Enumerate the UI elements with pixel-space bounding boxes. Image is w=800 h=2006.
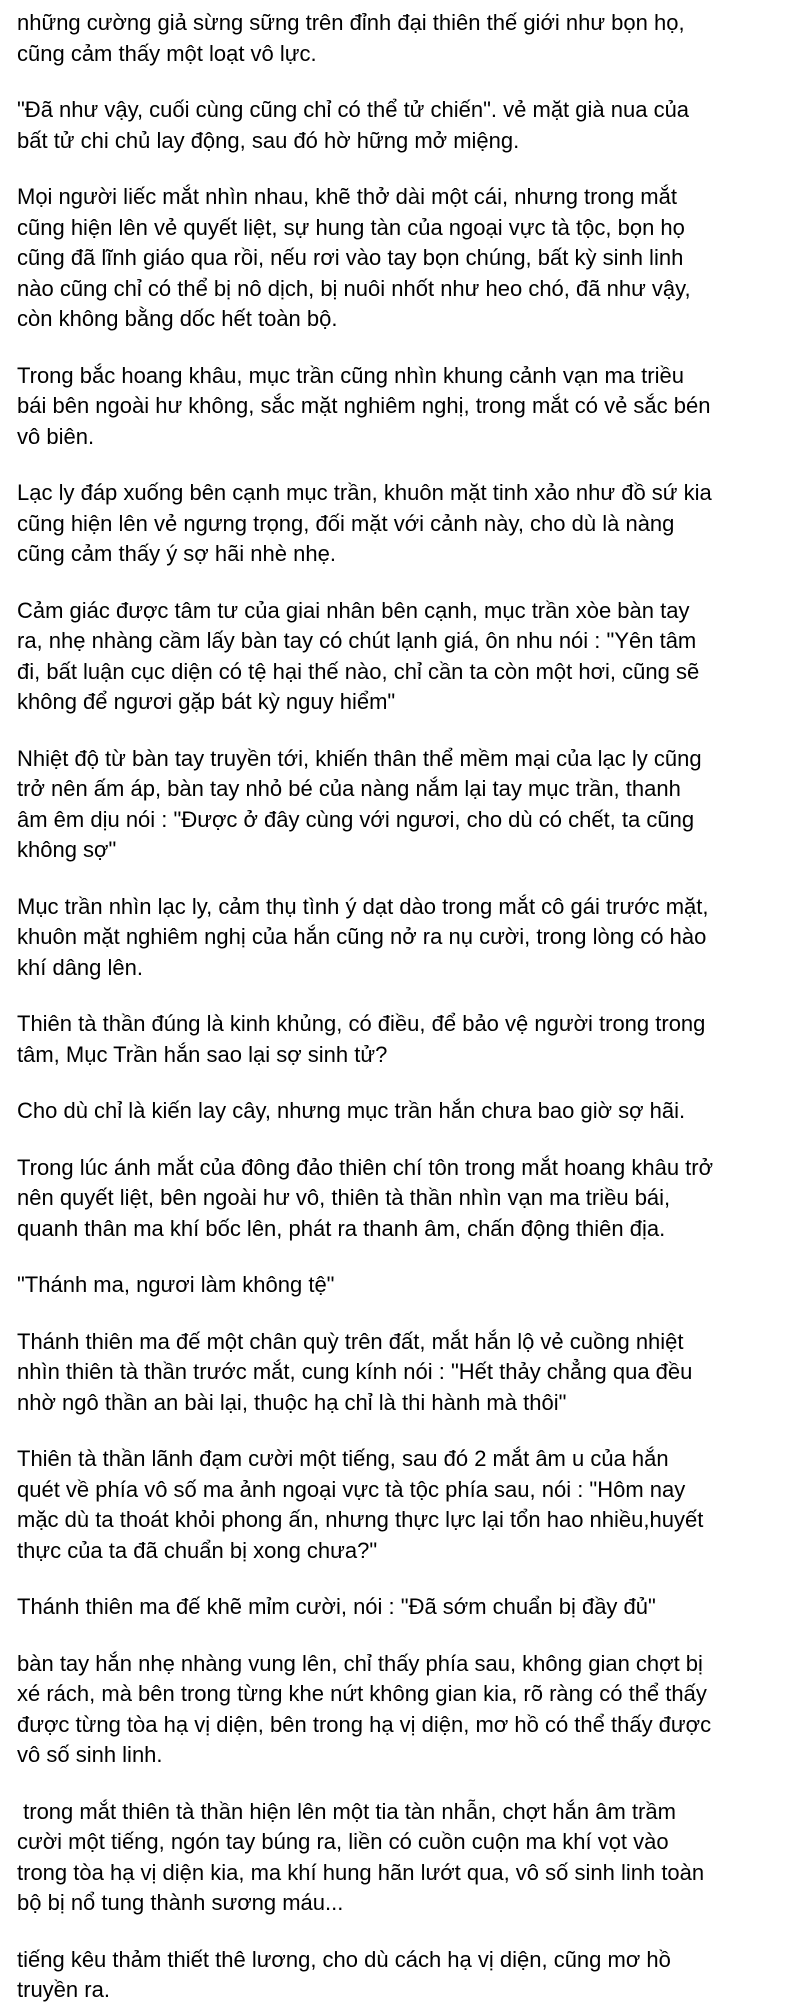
paragraph: Thánh thiên ma đế một chân quỳ trên đất, mắt hắn lộ vẻ cuồng nhiệt nhìn thiên tà thần trước mắt, cung kính nói : "Hết thảy chẳng qua đều nhờ ngô thần an bài lại, thuộc hạ chỉ là thi hành mà thôi" bbox=[17, 1328, 693, 1415]
paragraph: "Thánh ma, ngươi làm không tệ" bbox=[17, 1272, 335, 1297]
paragraph: tiếng kêu thảm thiết thê lương, cho dù cách hạ vị diện, cũng mơ hồ truyền ra. bbox=[17, 1946, 671, 2002]
paragraph: Thánh thiên ma đế khẽ mỉm cười, nói : "Đã sớm chuẩn bị đầy đủ" bbox=[17, 1594, 656, 1619]
paragraph: Trong bắc hoang khâu, mục trần cũng nhìn khung cảnh vạn ma triều bái bên ngoài hư không, sắc mặt nghiêm nghị, trong mắt có vẻ sắc bén vô biên. bbox=[17, 362, 711, 449]
paragraph: Nhiệt độ từ bàn tay truyền tới, khiến thân thể mềm mại của lạc ly cũng trở nên ấm áp, bàn tay nhỏ bé của nàng nắm lại tay mục trần, thanh âm êm dịu nói : "Được ở đây cùng với ngươi, cho dù có chết, ta cũng không sợ" bbox=[17, 745, 702, 862]
paragraph: Mọi người liếc mắt nhìn nhau, khẽ thở dài một cái, nhưng trong mắt cũng hiện lên vẻ quyết liệt, sự hung tàn của ngoại vực tà tộc, bọn họ cũng đã lĩnh giáo qua rồi, nếu rơi vào tay bọn chúng, bất kỳ sinh linh nào cũng chỉ có thể bị nô dịch, bị nuôi nhốt như heo chó, đã như vậy, còn không bằng dốc hết toàn bộ. bbox=[17, 184, 691, 331]
paragraph: Trong lúc ánh mắt của đông đảo thiên chí tôn trong mắt hoang khâu trở nên quyết liệt, bên ngoài hư vô, thiên tà thần nhìn vạn ma triều bái, quanh thân ma khí bốc lên, phát ra thanh âm, chấn động thiên địa. bbox=[17, 1154, 714, 1241]
story-text bbox=[17, 8, 787, 2006]
paragraph: "Đã như vậy, cuối cùng cũng chỉ có thể tử chiến". vẻ mặt già nua của bất tử chi chủ lay động, sau đó hờ hững mở miệng. bbox=[17, 97, 690, 153]
paragraph: Thiên tà thần đúng là kinh khủng, có điều, để bảo vệ người trong trong tâm, Mục Trần hắn sao lại sợ sinh tử? bbox=[17, 1011, 706, 1067]
paragraph: những cường giả sừng sững trên đỉnh đại thiên thế giới như bọn họ, cũng cảm thấy một loạt vô lực. bbox=[17, 10, 685, 66]
paragraph: bàn tay hắn nhẹ nhàng vung lên, chỉ thấy phía sau, không gian chợt bị xé rách, mà bên trong từng khe nứt không gian kia, rõ ràng có thể thấy được từng tòa hạ vị diện, bên trong hạ vị diện, mơ hồ có thể thấy được vô số sinh linh. bbox=[17, 1650, 712, 1767]
paragraph: Thiên tà thần lãnh đạm cười một tiếng, sau đó 2 mắt âm u của hắn quét về phía vô số ma ảnh ngoại vực tà tộc phía sau, nói : "Hôm nay mặc dù ta thoát khỏi phong ấn, nhưng thực lực lại tổn hao nhiều,huyết thực của ta đã chuẩn bị xong chưa?" bbox=[17, 1446, 704, 1563]
paragraph: Lạc ly đáp xuống bên cạnh mục trần, khuôn mặt tinh xảo như đồ sứ kia cũng hiện lên vẻ ngưng trọng, đối mặt với cảnh này, cho dù là nàng cũng cảm thấy ý sợ hãi nhè nhẹ. bbox=[17, 480, 712, 566]
paragraph: Cho dù chỉ là kiến lay cây, nhưng mục trần hắn chưa bao giờ sợ hãi. bbox=[17, 1098, 686, 1123]
paragraph: Mục trần nhìn lạc ly, cảm thụ tình ý dạt dào trong mắt cô gái trước mặt, khuôn mặt nghiêm nghị của hắn cũng nở ra nụ cười, trong lòng có hào khí dâng lên. bbox=[17, 893, 709, 980]
paragraph: Cảm giác được tâm tư của giai nhân bên cạnh, mục trần xòe bàn tay ra, nhẹ nhàng cầm lấy bàn tay có chút lạnh giá, ôn nhu nói : "Yên tâm đi, bất luận cục diện có tệ hại thế nào, chỉ cần ta còn một hơi, cũng sẽ không để ngươi gặp bát kỳ nguy hiểm" bbox=[17, 597, 700, 714]
paragraph: trong mắt thiên tà thần hiện lên một tia tàn nhẫn, chợt hắn âm trầm cười một tiếng, ngón tay búng ra, liền có cuồn cuộn ma khí vọt vào trong tòa hạ vị diện kia, ma khí hung hãn lướt qua, vô số sinh linh toàn bộ bị nổ tung thành sương máu... bbox=[17, 1798, 705, 1915]
